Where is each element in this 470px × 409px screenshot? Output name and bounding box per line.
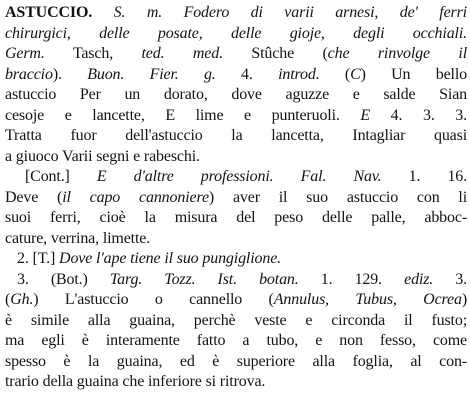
entry-line bbox=[5, 270, 467, 291]
text-run: ) L'astuccio o cannello ( bbox=[33, 291, 274, 308]
text-run: cature, verrina, limette. bbox=[5, 229, 151, 247]
italic-text: Gh. bbox=[10, 291, 34, 308]
entry-line bbox=[5, 208, 467, 229]
italic-text: Germ. bbox=[5, 45, 45, 62]
italic-text: ted. med. bbox=[141, 45, 223, 62]
text-run: 3. bbox=[433, 270, 467, 288]
italic-text: il capo cannoniere bbox=[62, 188, 209, 206]
text-run: astuccio Per un dorato, dove aguzze e salde Sian bbox=[5, 86, 467, 103]
italic-text: chirurgici, delle posate, delle gioje, degli occhiali. bbox=[5, 24, 467, 42]
text-run: 4. 3. 3. bbox=[370, 106, 467, 124]
text-run: ). bbox=[52, 65, 88, 83]
text-run: è simile alla guaina, perchè veste e circonda il fusto; bbox=[5, 311, 467, 329]
italic-text: Buon. Fier. g. bbox=[87, 65, 216, 83]
italic-text: introd. bbox=[278, 65, 320, 83]
text-run: [Cont.] bbox=[25, 168, 97, 185]
dictionary-entry bbox=[5, 3, 467, 393]
text-run: ) bbox=[461, 291, 467, 308]
entry-line bbox=[5, 331, 467, 352]
text-run: a giuoco Varii segni e rabeschi. bbox=[5, 147, 200, 165]
entry-line bbox=[5, 44, 467, 65]
italic-text: braccio bbox=[5, 65, 53, 83]
entry-line bbox=[5, 290, 467, 311]
italic-text: che rinvolge il bbox=[327, 45, 467, 62]
text-run: 3. (Bot.) bbox=[17, 270, 110, 288]
entry-line bbox=[5, 85, 467, 106]
entry-line bbox=[5, 372, 467, 393]
text-run: ( bbox=[5, 291, 11, 308]
text-run: 1. 129. bbox=[298, 270, 405, 288]
entry-line bbox=[5, 126, 467, 147]
italic-text: S. m. Fodero di varii arnesi, de' ferri bbox=[113, 4, 467, 21]
entry-line bbox=[5, 352, 467, 373]
text-run: ma egli è interamente fatto a tubo, e non fesso, come bbox=[5, 332, 467, 349]
text-run: ) Un bello bbox=[360, 65, 467, 83]
text-run: Stûche ( bbox=[222, 45, 328, 62]
italic-text: Dove l'ape tiene il suo pungiglione. bbox=[59, 250, 282, 267]
italic-text: C bbox=[350, 65, 361, 83]
text-run: Deve ( bbox=[5, 188, 63, 206]
entry-line bbox=[5, 24, 467, 45]
text-run: suoi ferri, cioè la misura del peso delle palle, abboc- bbox=[5, 209, 467, 226]
entry-line bbox=[5, 3, 467, 24]
text-run: 1. 16. bbox=[381, 168, 467, 185]
text-run: trario della guaina che inferiore si ritrova. bbox=[5, 373, 266, 390]
italic-text: E bbox=[360, 106, 370, 124]
entry-line bbox=[5, 147, 467, 168]
text-run: ) aver il suo astuccio con li bbox=[208, 188, 467, 206]
entry-line bbox=[5, 106, 467, 127]
text-run: spesso è la guaina, ed è superiore alla foglia, al con- bbox=[5, 352, 467, 370]
italic-text: Targ. Tozz. Ist. botan. bbox=[109, 270, 299, 288]
headword: ASTUCCIO. bbox=[5, 4, 93, 21]
entry-line bbox=[5, 229, 467, 250]
italic-text: E d'altre professioni. Fal. Nav. bbox=[96, 168, 382, 185]
italic-text: Annulus, Tubus, Ocrea bbox=[273, 291, 462, 308]
text-run: Tasch, bbox=[44, 45, 142, 62]
text-run bbox=[92, 4, 114, 21]
text-run: ( bbox=[319, 65, 351, 83]
entry-line bbox=[5, 188, 467, 209]
text-run: Tratta fuor dell'astuccio la lancetta, Intagliar quasi bbox=[5, 127, 467, 144]
text-run: cesoje e lancette, E lime e punteruoli. bbox=[5, 106, 361, 124]
entry-line bbox=[5, 311, 467, 332]
italic-text: ediz. bbox=[404, 270, 434, 288]
entry-line bbox=[5, 65, 467, 86]
text-run: 4. bbox=[215, 65, 279, 83]
text-run: 2. [T.] bbox=[17, 250, 60, 267]
entry-line bbox=[5, 249, 467, 270]
entry-line bbox=[5, 167, 467, 188]
